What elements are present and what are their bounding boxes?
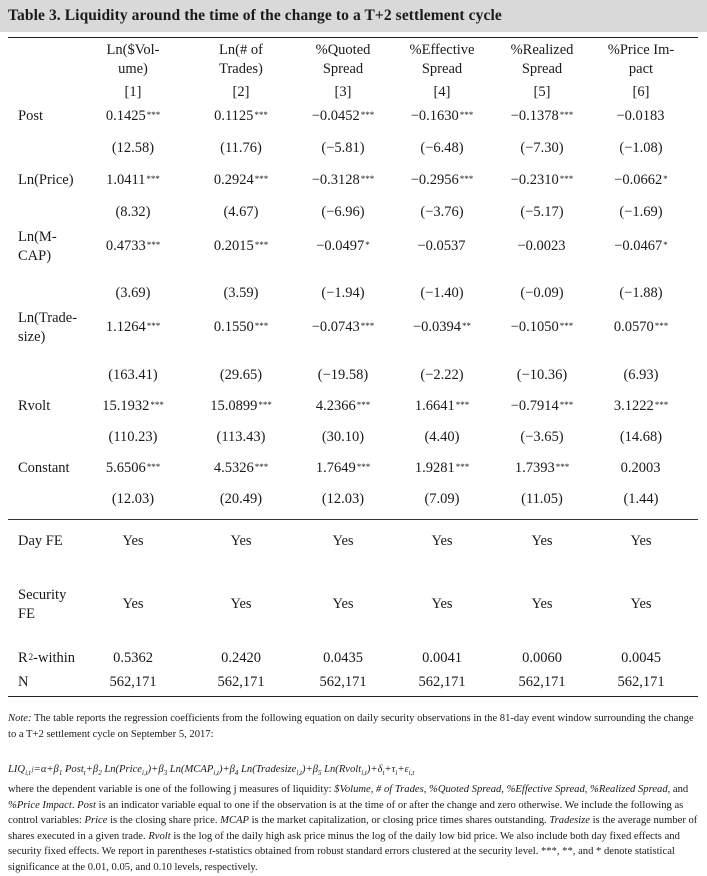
column-header-line1: Ln(# of — [219, 42, 263, 58]
column-number: [4] — [433, 84, 451, 100]
table-title: Table 3. Liquidity around the time of the change to a T+2 settlement cycle — [8, 7, 502, 24]
table-title-bar — [0, 0, 707, 32]
t-statistic-cell: (163.41) — [108, 367, 158, 383]
row-label: Ln(Trade- — [18, 310, 78, 326]
t-statistic-cell: (12.03) — [111, 491, 155, 507]
security-fe-cell: Yes — [332, 596, 354, 612]
coefficient-value: 1.1264 — [105, 319, 146, 335]
note-label: Note: — [8, 713, 32, 724]
column-header-line2: Spread — [521, 61, 563, 77]
t-statistic-cell: (110.23) — [108, 429, 158, 445]
row-label-r2 — [18, 649, 75, 668]
significance-stars: *** — [459, 110, 474, 120]
table-top-rule — [8, 37, 698, 38]
coefficient-value: 0.1550 — [213, 319, 254, 335]
significance-stars: *** — [559, 400, 574, 410]
coefficient-cell — [83, 237, 183, 256]
column-header-line1: Ln($Vol- — [106, 42, 160, 58]
coefficient-cell — [191, 397, 291, 416]
note-text: is the log of the daily high ask price minus the log of the daily low bid price. We also include both day fixed effects and security fixed effects. We report in parentheses — [8, 830, 680, 858]
t-statistic-cell: (−5.17) — [520, 204, 564, 220]
coefficient-cell — [191, 459, 291, 478]
significance-stars: *** — [254, 240, 269, 250]
t-statistic-cell: (−0.09) — [520, 285, 564, 301]
t-statistic-cell: (−1.69) — [619, 204, 663, 220]
coefficient-cell — [492, 237, 592, 256]
significance-stars: *** — [254, 174, 269, 184]
day-fe-cell: Yes — [431, 533, 453, 549]
significance-stars: *** — [555, 462, 570, 472]
t-statistic-cell: (4.67) — [223, 204, 259, 220]
coefficient-value: 1.9281 — [414, 460, 455, 476]
coefficient-value: 4.5326 — [213, 460, 254, 476]
significance-stars: *** — [356, 462, 371, 472]
note-text: , and — [667, 784, 689, 795]
security-fe-cell: Yes — [230, 596, 252, 612]
day-fe-cell: Yes — [230, 533, 252, 549]
note-italic-term: $Volume, # of Trades, %Quoted Spread, %Effective Spread, %Realized Spread — [334, 784, 668, 795]
note-italic-term: t — [209, 846, 213, 858]
note-italic-term: Tradesize — [549, 815, 590, 827]
note-text: . — [71, 799, 78, 811]
coefficient-cell — [492, 171, 592, 190]
significance-stars: *** — [559, 174, 574, 184]
n-cell: 562,171 — [418, 674, 466, 690]
day-fe-cell: Yes — [630, 533, 652, 549]
significance-stars: *** — [146, 174, 160, 184]
column-header-line2: Trades) — [219, 61, 263, 77]
t-statistic-cell: (−1.88) — [619, 285, 663, 301]
t-statistic-cell: (14.68) — [619, 429, 663, 445]
significance-stars: *** — [654, 400, 669, 410]
column-number: [6] — [632, 84, 650, 100]
row-label-security-fe: Security — [18, 587, 67, 603]
coefficient-cell — [293, 237, 393, 256]
coefficient-cell — [591, 107, 691, 126]
t-statistic-cell: (113.43) — [216, 429, 266, 445]
significance-stars: *** — [146, 110, 161, 120]
column-header-line2: Spread — [322, 61, 364, 77]
coefficient-cell — [83, 397, 183, 416]
significance-stars: *** — [254, 321, 269, 331]
t-statistic-cell: (3.69) — [115, 285, 151, 301]
coefficient-value: 1.0411 — [106, 172, 146, 188]
coefficient-value: −0.0467 — [614, 238, 663, 254]
significance-stars: *** — [356, 400, 371, 410]
significance-stars: *** — [455, 462, 470, 472]
coefficient-value: −0.0183 — [616, 108, 665, 124]
coefficient-value: 0.2015 — [213, 238, 254, 254]
column-number: [5] — [533, 84, 551, 100]
coefficient-cell — [591, 459, 691, 478]
column-header-line1: %Effective — [409, 42, 475, 58]
day-fe-cell: Yes — [122, 533, 144, 549]
t-statistic-cell: (4.40) — [424, 429, 460, 445]
coefficient-cell — [293, 397, 393, 416]
day-fe-cell: Yes — [332, 533, 354, 549]
table-note-intro — [8, 711, 698, 742]
regression-equation: $LIQ_{i,t}^j=\alpha+\beta_1$ $Post_t+\beta_2$ $Ln(Price_{i,t})+\beta_3$ $Ln(MCAP_{i,t})+\beta_4$ $Ln(Tradesize_{i,t})+\beta_5$ $Ln(Rvolt_{i,t})+\delta_t+\tau_i+\varepsilon_{i,t}$ — [8, 764, 415, 778]
coefficient-value: −0.1378 — [510, 108, 559, 124]
column-header-line1: %Quoted — [315, 42, 371, 58]
coefficient-value: −0.7914 — [510, 398, 559, 414]
t-statistic-cell: (−19.58) — [317, 367, 369, 383]
note-italic-term: Price — [84, 815, 108, 827]
coefficient-cell — [191, 237, 291, 256]
coefficient-value: −0.1050 — [510, 319, 559, 335]
significance-stars: *** — [258, 400, 272, 410]
coefficient-value: 15.1932 — [102, 398, 150, 414]
significance-stars: *** — [559, 321, 574, 331]
row-label-n: N — [18, 674, 29, 690]
column-header-line2: Spread — [421, 61, 463, 77]
n-cell: 562,171 — [617, 674, 665, 690]
t-statistic-cell: (29.65) — [219, 367, 263, 383]
t-statistic-cell: (−2.22) — [420, 367, 464, 383]
n-cell: 562,171 — [518, 674, 566, 690]
t-statistic-cell: (−3.76) — [420, 204, 464, 220]
significance-stars: *** — [459, 174, 474, 184]
t-statistic-cell: (−5.81) — [321, 140, 365, 156]
significance-stars: *** — [360, 321, 375, 331]
t-statistic-cell: (−1.40) — [420, 285, 464, 301]
t-statistic-cell: (−10.36) — [516, 367, 568, 383]
coefficient-cell — [191, 107, 291, 126]
significance-stars: * — [663, 240, 668, 250]
coefficient-value: −0.0662 — [614, 172, 663, 188]
coefficient-value: 1.7393 — [514, 460, 555, 476]
coefficient-cell — [392, 171, 492, 190]
table-bottom-rule — [8, 696, 698, 697]
note-text: is the average number of shares executed in a given trade. — [8, 815, 698, 842]
row-label: Ln(M- — [18, 229, 57, 245]
security-fe-cell: Yes — [630, 596, 652, 612]
coefficient-value: 1.6641 — [414, 398, 455, 414]
t-statistic-cell: (30.10) — [321, 429, 365, 445]
coefficient-cell — [392, 459, 492, 478]
t-statistic-cell: (20.49) — [219, 491, 263, 507]
significance-stars: * — [365, 240, 370, 250]
note-italic-term: Rvolt — [148, 830, 171, 842]
t-statistic-cell: (11.76) — [220, 140, 262, 156]
column-header-line1: %Price Im- — [607, 42, 675, 58]
significance-stars: ** — [462, 321, 472, 331]
t-statistic-cell: (−7.30) — [520, 140, 564, 156]
row-label: Ln(Price) — [18, 172, 74, 188]
note-text: is the closing share price. — [107, 815, 221, 827]
security-fe-cell: Yes — [431, 596, 453, 612]
coefficient-value: 0.1125 — [214, 108, 254, 124]
t-statistic-cell: (12.58) — [111, 140, 155, 156]
significance-stars: *** — [360, 174, 375, 184]
coefficient-cell — [392, 318, 492, 337]
r2-label-r: R — [18, 650, 28, 666]
r2-cell: 0.2420 — [221, 650, 261, 666]
r2-cell: 0.0045 — [621, 650, 661, 666]
coefficient-cell — [293, 459, 393, 478]
t-statistic-cell: (8.32) — [115, 204, 151, 220]
row-label-security-fe-line2: FE — [18, 606, 35, 622]
coefficient-value: 0.2924 — [213, 172, 254, 188]
column-header-line2: ume) — [118, 61, 148, 77]
coefficient-cell — [392, 237, 492, 256]
t-statistic-cell: (−6.48) — [420, 140, 464, 156]
coefficient-cell — [293, 318, 393, 337]
r2-cell: 0.0060 — [522, 650, 562, 666]
significance-stars: *** — [254, 110, 268, 120]
coefficient-value: 0.2003 — [620, 460, 661, 476]
t-statistic-cell: (1.44) — [623, 491, 659, 507]
coefficient-cell — [492, 459, 592, 478]
column-number: [2] — [232, 84, 250, 100]
row-label-line2: size) — [18, 329, 46, 345]
r2-cell: 0.5362 — [113, 650, 153, 666]
note-italic-term: Post — [77, 799, 96, 811]
coefficient-cell — [293, 171, 393, 190]
t-statistic-cell: (−1.08) — [619, 140, 663, 156]
r2-cell: 0.0435 — [323, 650, 363, 666]
row-label-day-fe: Day FE — [18, 533, 63, 549]
coefficient-cell — [83, 107, 183, 126]
note-text: -statistics obtained from robust standard errors clustered at the security level. ***, **, and * denote statistical significance at the 0.01, 0.05, and 0.10 levels, respectively. — [8, 846, 675, 873]
t-statistic-cell: (7.09) — [424, 491, 460, 507]
coefficient-value: −0.0394 — [412, 319, 462, 335]
coefficient-cell — [392, 107, 492, 126]
t-statistic-cell: (12.03) — [321, 491, 365, 507]
coefficient-value: −0.0743 — [311, 319, 360, 335]
column-header-line2: pact — [628, 61, 654, 77]
day-fe-cell: Yes — [531, 533, 553, 549]
significance-stars: *** — [654, 321, 669, 331]
coefficient-cell — [392, 397, 492, 416]
coefficient-value: −0.0497 — [316, 238, 365, 254]
security-fe-cell: Yes — [122, 596, 144, 612]
significance-stars: *** — [455, 400, 470, 410]
table-note-body — [8, 782, 698, 876]
note-text: where the dependent variable is one of the following j measures of liquidity: — [8, 784, 335, 795]
note-italic-term: %Price Impact — [8, 799, 72, 811]
coefficient-value: 15.0899 — [210, 398, 258, 414]
t-statistic-cell: (−6.96) — [321, 204, 365, 220]
n-cell: 562,171 — [217, 674, 265, 690]
coefficient-cell — [492, 397, 592, 416]
coefficient-value: 1.7649 — [315, 460, 356, 476]
t-statistic-cell: (11.05) — [521, 491, 563, 507]
coefficient-cell — [83, 318, 183, 337]
coefficient-value: −0.3128 — [311, 172, 360, 188]
r2-cell: 0.0041 — [422, 650, 462, 666]
significance-stars: *** — [150, 400, 164, 410]
coefficient-cell — [591, 237, 691, 256]
coefficient-cell — [83, 171, 183, 190]
row-label-line2: CAP) — [18, 248, 52, 264]
coefficient-cell — [191, 171, 291, 190]
coefficient-value: 0.4733 — [105, 238, 146, 254]
significance-stars: *** — [559, 110, 574, 120]
n-cell: 562,171 — [109, 674, 157, 690]
coefficient-cell — [591, 318, 691, 337]
note-intro-text: The table reports the regression coefficients from the following equation on daily security observations in the 81-day event window surrounding the change to a T+2 settlement cycle on September 5, 2017: — [8, 713, 694, 740]
column-header-line1: %Realized — [510, 42, 574, 58]
note-text: is the market capitalization, or closing price times shares outstanding. — [248, 815, 550, 827]
significance-stars: *** — [146, 462, 161, 472]
coefficient-value: −0.0023 — [517, 238, 566, 254]
coefficient-cell — [591, 397, 691, 416]
coefficient-cell — [591, 171, 691, 190]
significance-stars: *** — [360, 110, 375, 120]
coefficient-value: −0.0537 — [417, 238, 466, 254]
coefficient-value: −0.0452 — [311, 108, 360, 124]
coefficient-cell — [83, 459, 183, 478]
t-statistic-cell: (−1.94) — [321, 285, 365, 301]
coefficient-value: 5.6506 — [105, 460, 146, 476]
significance-stars: * — [663, 174, 668, 184]
t-statistic-cell: (6.93) — [623, 367, 659, 383]
column-number: [1] — [124, 84, 142, 100]
row-label: Constant — [18, 460, 70, 476]
t-statistic-cell: (3.59) — [223, 285, 259, 301]
coefficient-cell — [293, 107, 393, 126]
coefficient-value: 3.1222 — [613, 398, 654, 414]
coefficient-value: −0.2310 — [510, 172, 559, 188]
note-italic-term: MCAP — [220, 815, 249, 827]
n-cell: 562,171 — [319, 674, 367, 690]
significance-stars: *** — [254, 462, 269, 472]
note-text: is an indicator variable equal to one if the observation is at the time of or after the change and zero otherwise. We include the following as control variables: — [8, 799, 684, 827]
coefficient-value: −0.1630 — [410, 108, 459, 124]
coefficient-value: −0.2956 — [410, 172, 459, 188]
column-number: [3] — [334, 84, 352, 100]
r2-label-sup: 2 — [28, 652, 34, 662]
coefficient-value: 0.1425 — [105, 108, 146, 124]
r2-label-within: -within — [33, 650, 76, 666]
coefficient-value: 4.2366 — [315, 398, 356, 414]
security-fe-cell: Yes — [531, 596, 553, 612]
t-statistic-cell: (−3.65) — [520, 429, 564, 445]
coefficient-cell — [492, 107, 592, 126]
coefficient-value: 0.0570 — [613, 319, 654, 335]
significance-stars: *** — [146, 321, 161, 331]
row-label: Post — [18, 108, 43, 124]
coefficient-cell — [191, 318, 291, 337]
row-label: Rvolt — [18, 398, 51, 414]
coefficient-cell — [492, 318, 592, 337]
table-mid-rule — [8, 519, 698, 520]
significance-stars: *** — [146, 240, 161, 250]
